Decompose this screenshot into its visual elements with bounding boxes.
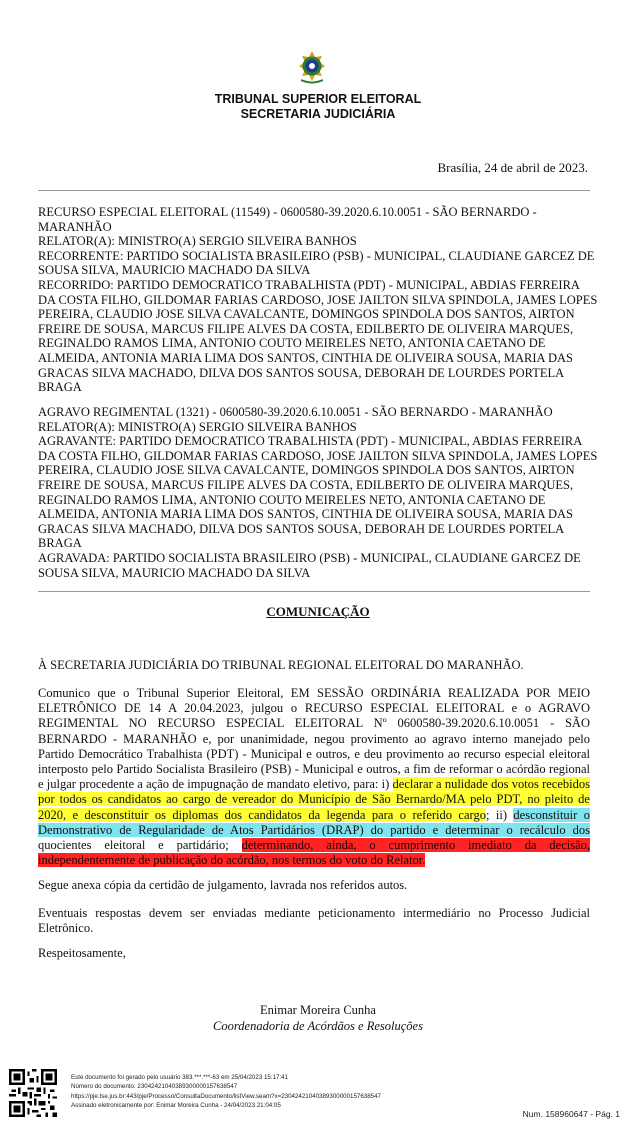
highlight-cyan-text: desconstituir o Demonstrativo de Regularidade de Atos Partidários (DRAP) do partido e determinar o recálculo dos [38,807,590,837]
case-relator: RELATOR(A): MINISTRO(A) SERGIO SILVEIRA BANHOS [38,419,357,434]
annex-note: Segue anexa cópia da certidão de julgamento, lavrada nos referidos autos. [38,878,408,892]
case-recorrido: RECORRIDO: PARTIDO DEMOCRATICO TRABALHISTA (PDT) - MUNICIPAL, ABDIAS FERREIRA DA COSTA FILHO, GILDOMAR FARIAS CARDOSO, JOSE JAILTON SILVA SPINDOLA, JAMES LOPES PEREIRA, CLAUDIO JOSE SILVA CAVALCANTE, DOMINGOS SPINDOLA DOS SANTOS, AIRTON FREIRE DE SOUSA, MARCUS FILIPE ALVES DA COSTA, EDILBERTO DE OLIVEIRA MARQUES, REGINALDO RAMOS LIMA, ANTONIO COUTO MEIRELES NETO, ANTONIA CAETANO DE ALMEIDA, ANTONIA MARIA LIMA DOS SANTOS, CINTHIA DE OLIVEIRA SOUSA, MARIA DAS GRACAS SILVA MACHADO, DILVA DOS SANTOS SOUSA, DEBORAH DE LOURDES PORTELA BRAGA [38,277,598,395]
qr-code-icon [9,1069,57,1117]
closing: Respeitosamente, [38,946,126,960]
department-name: SECRETARIA JUDICIÁRIA [240,107,396,121]
document-date: Brasília, 24 de abril de 2023. [437,160,588,175]
brasao-emblem-icon [296,50,328,84]
divider [38,190,590,191]
case-agravante: AGRAVANTE: PARTIDO DEMOCRATICO TRABALHISTA (PDT) - MUNICIPAL, ABDIAS FERREIRA DA COSTA FILHO, GILDOMAR FARIAS CARDOSO, JOSE JAILTON SILVA SPINDOLA, JAMES LOPES PEREIRA, CLAUDIO JOSE SILVA CAVALCANTE, DOMINGOS SPINDOLA DOS SANTOS, AIRTON FREIRE DE SOUSA, MARCUS FILIPE ALVES DA COSTA, EDILBERTO DE OLIVEIRA MARQUES, REGINALDO RAMOS LIMA, ANTONIO COUTO MEIRELES NETO, ANTONIA CAETANO DE ALMEIDA, ANTONIA MARIA LIMA DOS SANTOS, CINTHIA DE OLIVEIRA SOUSA, MARIA DAS GRACAS SILVA MACHADO, DILVA DOS SANTOS SOUSA, DEBORAH DE LOURDES PORTELA BRAGA [38,434,598,551]
case-header-agravo [38,405,598,580]
footer-generated: Este documento foi gerado pelo usuário 383.***.***-63 em 25/04/2023 15:17:41 [71,1074,289,1081]
case-title: AGRAVO REGIMENTAL (1321) - 0600580-39.2020.6.10.0051 - SÃO BERNARDO - MARANHÃO [38,405,553,419]
body-text: Comunico que o Tribunal Superior Eleitoral, EM SESSÃO ORDINÁRIA REALIZADA POR MEIO ELETRÔNICO DE 14 A 20.04.2023, julgou o RECURSO ESPECIAL ELEITORAL e o AGRAVO REGIMENTAL NO RECURSO ESPECIAL ELEITORAL Nº 0600580-39.2020.6.10.0051 - SÃO BERNARDO - MARANHÃO e, por unanimidade, negou provimento ao agravo interno manejado pelo Partido Democrático Trabalhista (PDT) - Municipal e outros, e deu provimento ao recurso especial eleitoral interposto pelo Partido Socialista Brasileiro (PSB) - Municipal e outros, a fim de reformar o acórdão regional e julgar procedente a ação de impugnação de mandato eletivo, para: i) [38,686,590,792]
case-agravada: AGRAVADA: PARTIDO SOCIALISTA BRASILEIRO (PSB) - MUNICIPAL, CLAUDIANE GARCEZ DE SOUSA SILVA, MAURICIO MACHADO DA SILVA [38,550,581,580]
responses-note: Eventuais respostas devem ser enviadas mediante peticionamento intermediário no Processo Judicial Eletrônico. [38,906,590,936]
footer-info [71,1073,381,1110]
case-recorrente: RECORRENTE: PARTIDO SOCIALISTA BRASILEIRO (PSB) - MUNICIPAL, CLAUDIANE GARCEZ DE SOUSA SILVA, MAURICIO MACHADO DA SILVA [38,248,595,278]
highlight-yellow-text: declarar a nulidade dos votos recebidos por todos os candidatos ao cargo de vereador do Município de São Bernardo/MA pelo PDT, no pleito de 2020, e desconstituir os diplomas dos candidatos da legenda para o referido cargo [38,777,590,822]
divider [38,591,590,592]
signer-name: Enimar Moreira Cunha [260,1003,376,1017]
footer-url[interactable]: https://pje.tse.jus.br:443/pje/Processo/ConsultaDocumento/listView.seam?x=23042421040389300000157638547 [71,1092,381,1100]
body-text: quocientes eleitoral e partidário; [38,838,242,853]
court-name: TRIBUNAL SUPERIOR ELEITORAL [214,92,422,106]
page-number: Num. 158960647 - Pág. 1 [522,1109,620,1119]
case-relator: RELATOR(A): MINISTRO(A) SERGIO SILVEIRA BANHOS [38,234,357,249]
addressee: À SECRETARIA JUDICIÁRIA DO TRIBUNAL REGIONAL ELEITORAL DO MARANHÃO. [38,658,524,672]
footer-signed: Assinado eletronicamente por: Enimar Moreira Cunha - 24/04/2023 21:04:05 [71,1101,281,1109]
highlight-red-text: determinando, ainda, o cumprimento imediato da decisão, independentemente de publicação do acórdão, nos termos do voto do Relator. [38,838,591,868]
case-header-recurso [38,205,598,395]
body-paragraph [38,686,590,868]
footer-doc-number: Número do documento: 23042421040389300000157638547 [71,1083,238,1091]
body-text: ; ii) [485,807,514,822]
case-title: RECURSO ESPECIAL ELEITORAL (11549) - 0600580-39.2020.6.10.0051 - SÃO BERNARDO - MARANHÃO [38,205,537,234]
document-title: COMUNICAÇÃO [266,604,370,619]
signer-role: Coordenadoria de Acórdãos e Resoluções [213,1019,423,1033]
